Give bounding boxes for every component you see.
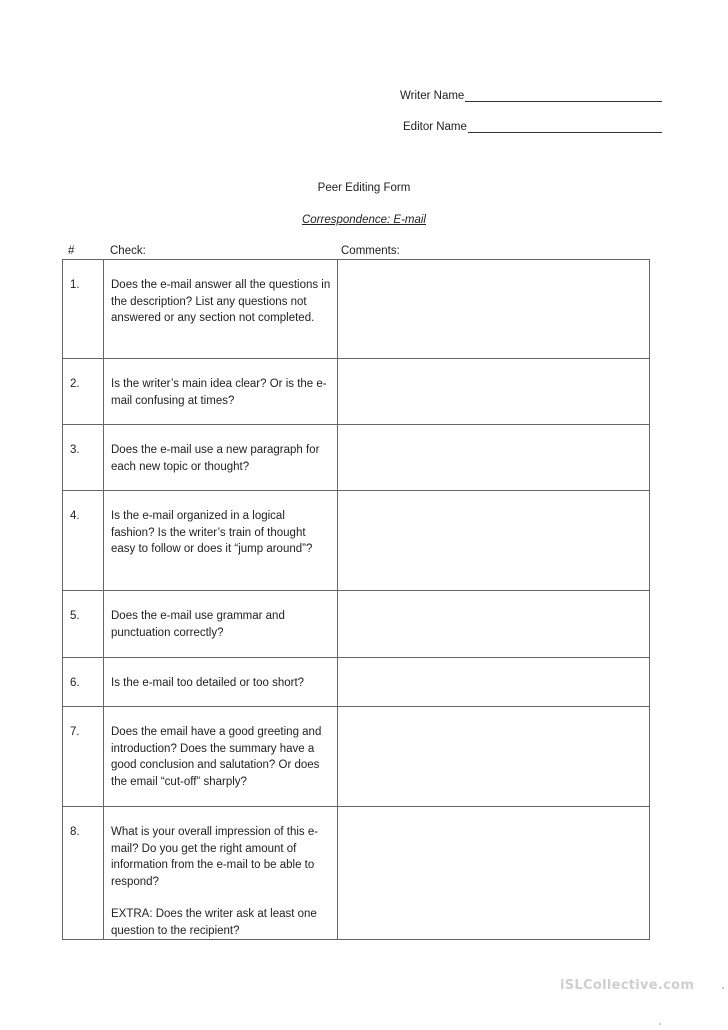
comment-cell[interactable]: [338, 425, 650, 491]
row-number: 1.: [63, 260, 104, 359]
check-question: [104, 491, 338, 591]
decorative-dot: [722, 987, 724, 989]
editor-name-blank[interactable]: [468, 121, 662, 133]
comment-cell[interactable]: [338, 707, 650, 807]
check-question: [104, 425, 338, 491]
question-text: Does the e-mail use grammar and punctuation correctly?: [111, 610, 285, 639]
question-text: Does the email have a good greeting and introduction? Does the summary have a good conclusion and salutation? Or does the email “cut-off” sharply?: [111, 726, 322, 788]
comment-cell[interactable]: [338, 807, 650, 940]
editor-name-label: Editor Name: [403, 121, 467, 133]
form-subtitle: Correspondence: E-mail: [301, 214, 426, 226]
question-text: Does the e-mail answer all the questions in the description? List any questions not answered or any section not completed.: [111, 279, 331, 324]
row-number: 2.: [63, 359, 104, 425]
peer-editing-table: [62, 259, 650, 940]
comment-cell[interactable]: [338, 491, 650, 591]
question-text: Is the writer’s main idea clear? Or is the e-mail confusing at times?: [111, 378, 327, 407]
form-title: Peer Editing Form: [317, 182, 411, 194]
question-text: Is the e-mail organized in a logical fashion? Is the writer’s train of thought easy to follow or does it “jump around”?: [111, 510, 313, 555]
table-row: [63, 591, 650, 658]
comment-cell[interactable]: [338, 591, 650, 658]
writer-name-field[interactable]: [400, 90, 662, 102]
check-question: [104, 591, 338, 658]
check-question: [104, 658, 338, 707]
row-number: 5.: [63, 591, 104, 658]
row-number: 3.: [63, 425, 104, 491]
check-question: [104, 260, 338, 359]
writer-name-label: Writer Name: [400, 90, 465, 102]
table-row: [63, 807, 650, 940]
decorative-dot: [659, 1023, 661, 1025]
table-row: [63, 425, 650, 491]
row-number: 8.: [63, 807, 104, 940]
row-number: 7.: [63, 707, 104, 807]
question-text: Is the e-mail too detailed or too short?: [111, 677, 305, 689]
check-question: [104, 707, 338, 807]
column-header-number: #: [68, 245, 75, 257]
row-number: 6.: [63, 658, 104, 707]
comment-cell[interactable]: [338, 658, 650, 707]
question-text: Does the e-mail use a new paragraph for each new topic or thought?: [111, 444, 320, 473]
table-row: [63, 491, 650, 591]
column-header-comments: Comments:: [341, 245, 400, 257]
editor-name-field[interactable]: [403, 121, 662, 133]
watermark: iSLCollective.com: [560, 978, 695, 993]
table-row: [63, 359, 650, 425]
check-question: [104, 807, 338, 940]
question-text: What is your overall impression of this e-mail? Do you get the right amount of information from the e-mail to be able to respond?: [111, 826, 319, 888]
comment-cell[interactable]: [338, 359, 650, 425]
writer-name-blank[interactable]: [465, 90, 662, 102]
check-question: [104, 359, 338, 425]
comment-cell[interactable]: [338, 260, 650, 359]
table-row: [63, 707, 650, 807]
row-number: 4.: [63, 491, 104, 591]
table-row: [63, 658, 650, 707]
extra-question-text: EXTRA: Does the writer ask at least one question to the recipient?: [111, 908, 317, 937]
column-header-check: Check:: [110, 245, 146, 257]
table-row: [63, 260, 650, 359]
